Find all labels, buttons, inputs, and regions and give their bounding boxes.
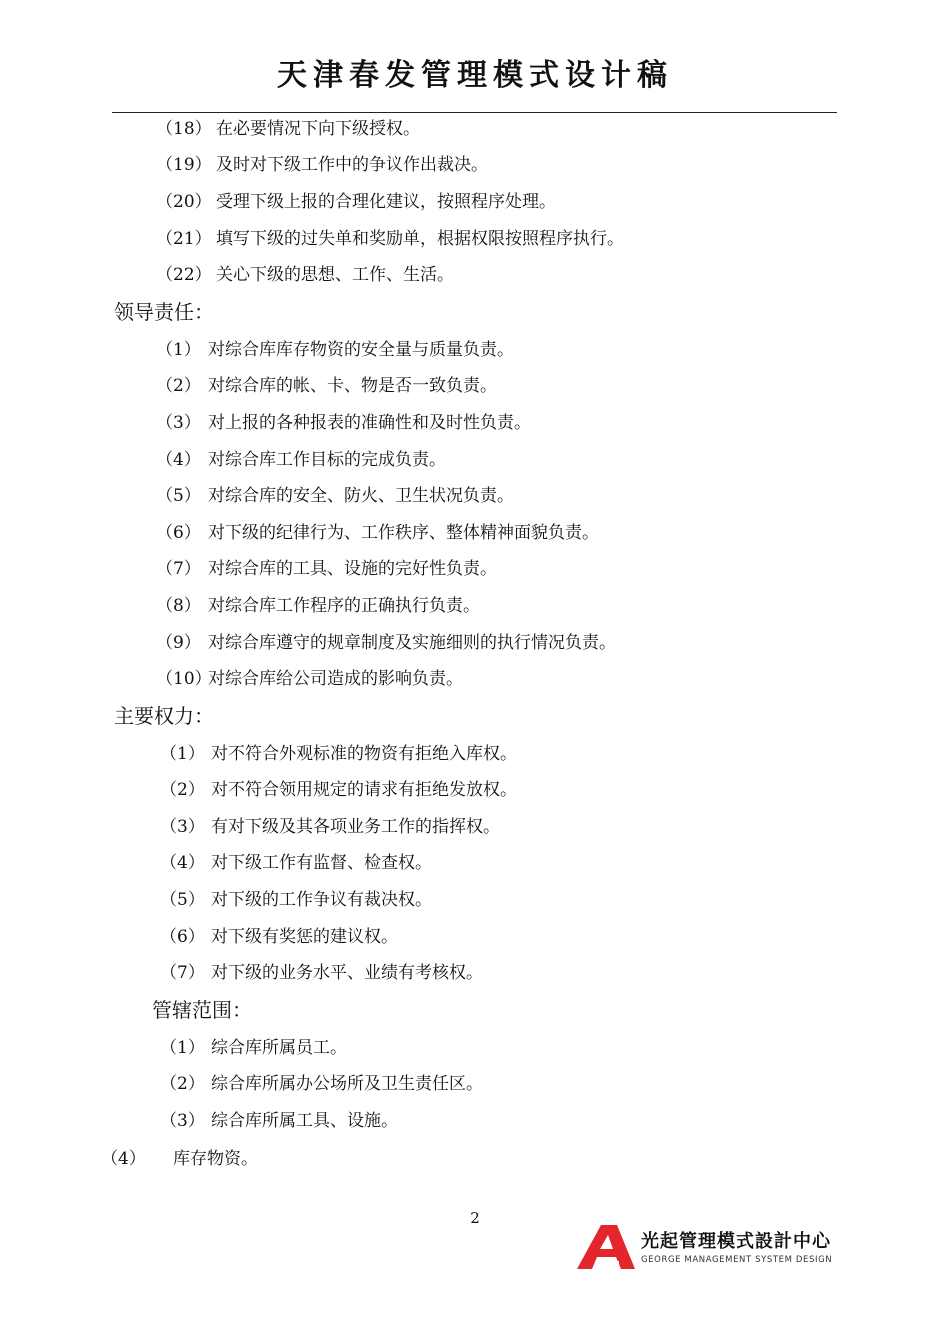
item-number: （6） (156, 523, 201, 543)
item-number: （1） (160, 1038, 205, 1058)
item-number: （8） (156, 596, 201, 616)
item-text: 对综合库工作目标的完成负责。 (208, 450, 446, 470)
item-text: 对不符合领用规定的请求有拒绝发放权。 (211, 780, 517, 800)
list-item (156, 118, 420, 140)
item-number: （19） (156, 155, 212, 175)
page-title: 天津春发管理模式设计稿 (277, 58, 673, 93)
item-text: 填写下级的过失单和奖励单，根据权限按照程序执行。 (216, 229, 624, 249)
item-number: （3） (160, 817, 205, 837)
list-item (156, 264, 454, 286)
list-item (101, 1148, 258, 1170)
item-number: （3） (160, 1111, 205, 1131)
item-text: 对综合库给公司造成的影响负责。 (208, 669, 463, 689)
section-heading-leadership: 领导责任： (114, 300, 214, 324)
item-text: 综合库所属办公场所及卫生责任区。 (211, 1074, 483, 1094)
item-number: （20） (156, 192, 212, 212)
item-number: （18） (156, 119, 212, 139)
list-item (156, 558, 497, 580)
item-number: （1） (156, 340, 201, 360)
item-text: 综合库所属员工。 (211, 1038, 347, 1058)
list-item (160, 1110, 398, 1132)
list-item (160, 779, 517, 801)
item-text: 对综合库的安全、防火、卫生状况负责。 (208, 486, 514, 506)
list-item (156, 632, 616, 654)
list-item (156, 228, 624, 250)
list-item (156, 449, 446, 471)
item-number: （2） (160, 1074, 205, 1094)
item-number: （7） (160, 963, 205, 983)
list-item (156, 154, 488, 176)
item-number: （3） (156, 413, 201, 433)
item-text: 对下级的纪律行为、工作秩序、整体精神面貌负责。 (208, 523, 599, 543)
page-number: 2 (470, 1209, 480, 1227)
list-item (156, 412, 531, 434)
item-text: 对综合库工作程序的正确执行负责。 (208, 596, 480, 616)
item-text: 对综合库的帐、卡、物是否一致负责。 (208, 376, 497, 396)
item-number: （1） (160, 744, 205, 764)
item-text: 综合库所属工具、设施。 (211, 1111, 398, 1131)
section-heading-powers: 主要权力： (114, 704, 214, 728)
logo-a-mark-icon (575, 1225, 635, 1269)
logo-english-name: GEORGE MANAGEMENT SYSTEM DESIGN (641, 1255, 833, 1265)
list-item (156, 375, 497, 397)
item-text: 有对下级及其各项业务工作的指挥权。 (211, 817, 500, 837)
header-divider (112, 112, 837, 113)
list-item (160, 1037, 347, 1059)
list-item (156, 339, 514, 361)
item-text: 及时对下级工作中的争议作出裁决。 (216, 155, 488, 175)
list-item (156, 595, 480, 617)
list-item (160, 852, 432, 874)
item-text: 受理下级上报的合理化建议，按照程序处理。 (216, 192, 556, 212)
item-number: （6） (160, 927, 205, 947)
item-text: 对下级的业务水平、业绩有考核权。 (211, 963, 483, 983)
item-text: 对综合库的工具、设施的完好性负责。 (208, 559, 497, 579)
list-item (156, 191, 556, 213)
item-text: 对上报的各种报表的准确性和及时性负责。 (208, 413, 531, 433)
item-number: （7） (156, 559, 201, 579)
item-text: 对综合库库存物资的安全量与质量负责。 (208, 340, 514, 360)
list-item (160, 926, 398, 948)
item-text: 在必要情况下向下级授权。 (216, 119, 420, 139)
logo-chinese-name: 光起管理模式設計中心 (641, 1231, 831, 1252)
section-heading-scope: 管辖范围： (152, 998, 252, 1022)
item-text: 关心下级的思想、工作、生活。 (216, 265, 454, 285)
item-number: （22） (156, 265, 212, 285)
list-item (156, 485, 514, 507)
item-number: （2） (160, 780, 205, 800)
item-number: （10） (156, 669, 212, 689)
list-item (160, 1073, 483, 1095)
list-item (156, 522, 599, 544)
item-number: （5） (156, 486, 201, 506)
item-text: 库存物资。 (173, 1149, 258, 1169)
item-text: 对下级工作有监督、检查权。 (211, 853, 432, 873)
list-item (160, 816, 500, 838)
item-number: （9） (156, 633, 201, 653)
item-number: （4） (160, 853, 205, 873)
item-number: （4） (101, 1149, 146, 1169)
item-number: （21） (156, 229, 212, 249)
item-number: （2） (156, 376, 201, 396)
item-text: 对下级有奖惩的建议权。 (211, 927, 398, 947)
item-number: （4） (156, 450, 201, 470)
list-item (156, 668, 463, 690)
list-item (160, 889, 432, 911)
item-number: （5） (160, 890, 205, 910)
item-text: 对下级的工作争议有裁决权。 (211, 890, 432, 910)
item-text: 对综合库遵守的规章制度及实施细则的执行情况负责。 (208, 633, 616, 653)
item-text: 对不符合外观标准的物资有拒绝入库权。 (211, 744, 517, 764)
company-logo (575, 1225, 840, 1271)
list-item (160, 962, 483, 984)
list-item (160, 743, 517, 765)
